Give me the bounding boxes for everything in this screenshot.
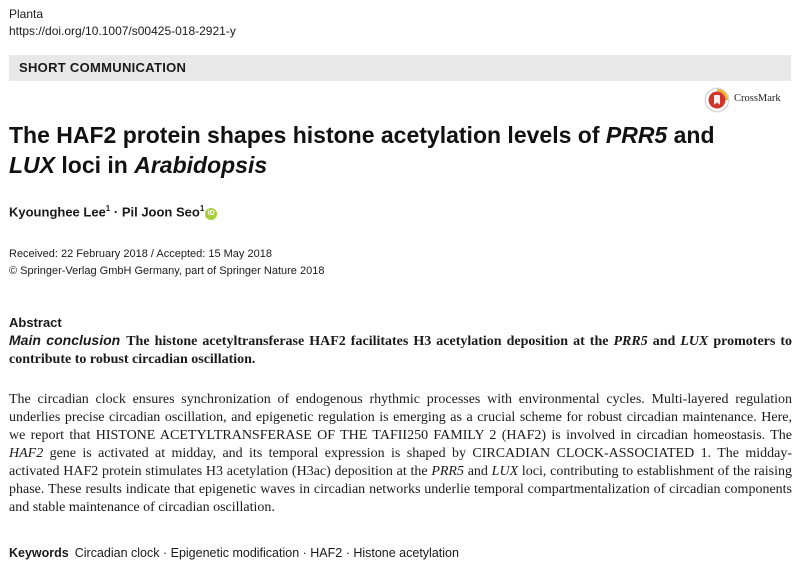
abstract-body: The circadian clock ensures synchronization of endogenous rhythmic processes with environmental cycles. Multi-layered regulation underlies precise circadian oscillation, and epigenetic regulation is emerging as a crucial scheme for robust circadian maintenance. Here, we report that HISTONE ACETYLTRANSFERASE OF THE TAFII250 FAMILY 2 (HAF2) is involved in circadian homeostasis. The HAF2 gene is activated at midday, and its temporal expression is shaped by CIRCADIAN CLOCK-ASSOCIATED 1. The midday-activated HAF2 protein stimulates H3 acetylation (H3ac) deposition at the PRR5 and LUX loci, contributing to establishment of the raising phase. These results indicate that epigenetic waves in circadian networks underlie temporal compartmentalization of circadian components and stable maintenance of circadian oscillation. (9, 392, 792, 515)
copyright-notice: © Springer-Verlag GmbH Germany, part of Springer Nature 2018 (9, 265, 325, 277)
keywords (9, 546, 459, 560)
received-accepted-dates: Received: 22 February 2018 / Accepted: 15 May 2018 (9, 248, 272, 260)
affiliation-marker: 1 (105, 204, 111, 213)
author-name[interactable]: Kyounghee Lee (9, 204, 106, 220)
crossmark-icon (704, 87, 730, 113)
orcid-icon[interactable]: iD (205, 208, 217, 220)
author-list: Kyounghee Lee$^1$ · Pil Joon Seo$^1$iD (9, 204, 217, 220)
doi-link[interactable]: https://doi.org/10.1007/s00425-018-2921-y (9, 24, 236, 38)
section-label: SHORT COMMUNICATION (19, 60, 187, 75)
crossmark-label: CrossMark (734, 93, 781, 104)
section-bar (9, 55, 791, 81)
abstract-heading: Abstract (9, 315, 62, 330)
affiliation-marker: 1 (199, 204, 205, 213)
main-conclusion: Main conclusion The histone acetyltransferase HAF2 facilitates H3 acetylation deposition at the PRR5 and LUX promoters to contribute to robust circadian oscillation. (9, 332, 792, 367)
article-title: The HAF2 protein shapes histone acetylation levels of PRR5 and LUX loci in Arabidopsis (9, 122, 715, 178)
keywords-label: Keywords (9, 546, 69, 560)
crossmark-button[interactable] (704, 87, 792, 113)
author-name[interactable]: Pil Joon Seo (121, 204, 200, 220)
journal-name: Planta (9, 7, 44, 21)
main-conclusion-label: Main conclusion (9, 332, 121, 348)
keywords-list: Circadian clock · Epigenetic modification · HAF2 · Histone acetylation (74, 546, 459, 560)
